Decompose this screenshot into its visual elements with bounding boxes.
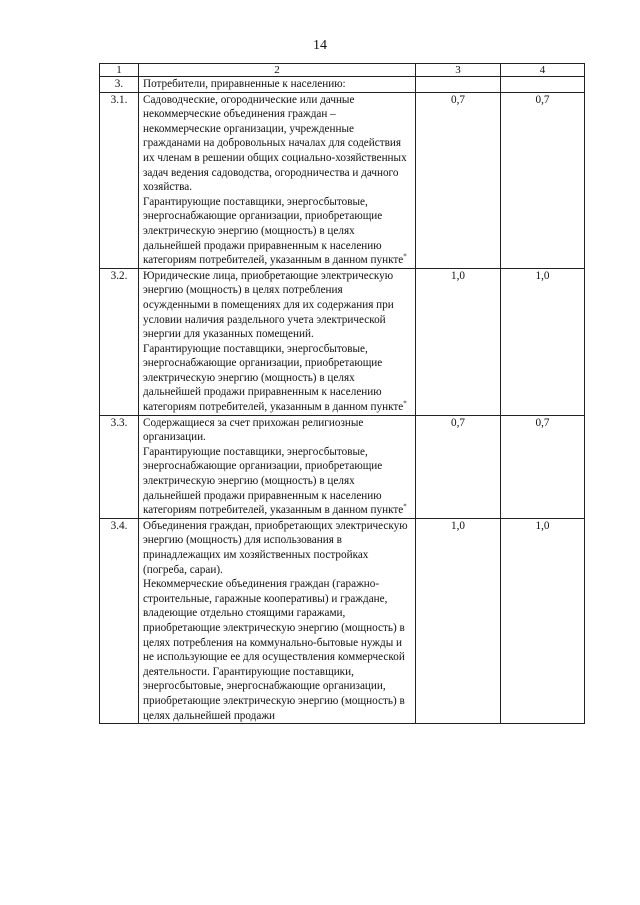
row-value-col4: 1,0 — [501, 268, 585, 415]
row-number: 3.3. — [100, 415, 139, 518]
description-paragraph — [143, 93, 411, 195]
description-text: Содержащиеся за счет прихожан религиозные организации. — [143, 416, 364, 444]
row-description — [139, 268, 416, 415]
row-value-col3: 1,0 — [416, 268, 501, 415]
row-description — [139, 92, 416, 268]
description-paragraph — [143, 269, 411, 342]
row-value-col4: 0,7 — [501, 92, 585, 268]
tariff-table — [99, 63, 585, 724]
table-row — [100, 518, 585, 723]
section-number: 3. — [100, 77, 139, 93]
column-number-4: 4 — [501, 64, 585, 77]
column-number-3: 3 — [416, 64, 501, 77]
table-row — [100, 92, 585, 268]
footnote-mark: * — [403, 399, 407, 408]
description-text: Гарантирующие поставщики, энергосбытовые, энергоснабжающие организации, приобретающие электрическую энергию (мощность) в целях дальнейшей продажи приравненным к населению категориям потребителей, указанным в данном пункте — [143, 195, 404, 267]
footnote-mark: * — [403, 252, 407, 261]
description-text: Гарантирующие поставщики, энергосбытовые, энергоснабжающие организации, приобретающие электрическую энергию (мощность) в целях дальнейшей продажи приравненным к населению категориям потребителей, указанным в данном пункте — [143, 445, 404, 517]
description-text: Гарантирующие поставщики, энергосбытовые, энергоснабжающие организации, приобретающие электрическую энергию (мощность) в целях дальнейшей продажи приравненным к населению категориям потребителей, указанным в данном пункте — [143, 342, 404, 414]
row-description — [139, 415, 416, 518]
table-row — [100, 415, 585, 518]
row-description — [139, 518, 416, 723]
page-number: 14 — [313, 38, 327, 53]
row-value-col4: 1,0 — [501, 518, 585, 723]
column-number-row — [100, 64, 585, 77]
row-value-col4: 0,7 — [501, 415, 585, 518]
description-paragraph — [143, 416, 411, 445]
section-title: Потребители, приравненные к населению: — [139, 77, 416, 93]
description-text: Объединения граждан, приобретающих электрическую энергию (мощность) для использования в принадлежащих им хозяйственных постройках (погреба, сараи). — [143, 519, 408, 576]
section-col3 — [416, 77, 501, 93]
row-number: 3.2. — [100, 268, 139, 415]
description-paragraph — [143, 195, 411, 268]
description-paragraph — [143, 342, 411, 415]
section-col4 — [501, 77, 585, 93]
row-value-col3: 0,7 — [416, 92, 501, 268]
description-paragraph — [143, 445, 411, 518]
row-value-col3: 0,7 — [416, 415, 501, 518]
description-text: Некоммерческие объединения граждан (гаражно-строительные, гаражные кооперативы) и граждане, владеющие отдельно стоящими гаражами, приобретающие электрическую энергию (мощность) в целях потребления на коммунально-бытовые нужды и не использующие ее для осуществления коммерческой деятельности. Гарантирующие поставщики, энергосбытовые, энергоснабжающие организации, приобретающие электрическую энергию (мощность) в целях дальнейшей продажи — [143, 578, 405, 722]
section-row — [100, 77, 585, 93]
description-text: Садоводческие, огороднические или дачные некоммерческие объединения граждан – некоммерческие организации, учрежденные гражданами на добровольных началах для содействия их членам в решении общих социально-хозяйственных задач ведения садоводства, огородничества и дачного хозяйства. — [143, 93, 407, 194]
description-text: Юридические лица, приобретающие электрическую энергию (мощность) в целях потребления осужденными в помещениях для их содержания при условии наличия раздельного учета электрической энергии для указанных помещений. — [143, 269, 394, 341]
row-number: 3.1. — [100, 92, 139, 268]
description-paragraph — [143, 519, 411, 577]
row-number: 3.4. — [100, 518, 139, 723]
description-paragraph — [143, 577, 411, 723]
column-number-2: 2 — [139, 64, 416, 77]
footnote-mark: * — [403, 502, 407, 511]
table-row — [100, 268, 585, 415]
column-number-1: 1 — [100, 64, 139, 77]
row-value-col3: 1,0 — [416, 518, 501, 723]
